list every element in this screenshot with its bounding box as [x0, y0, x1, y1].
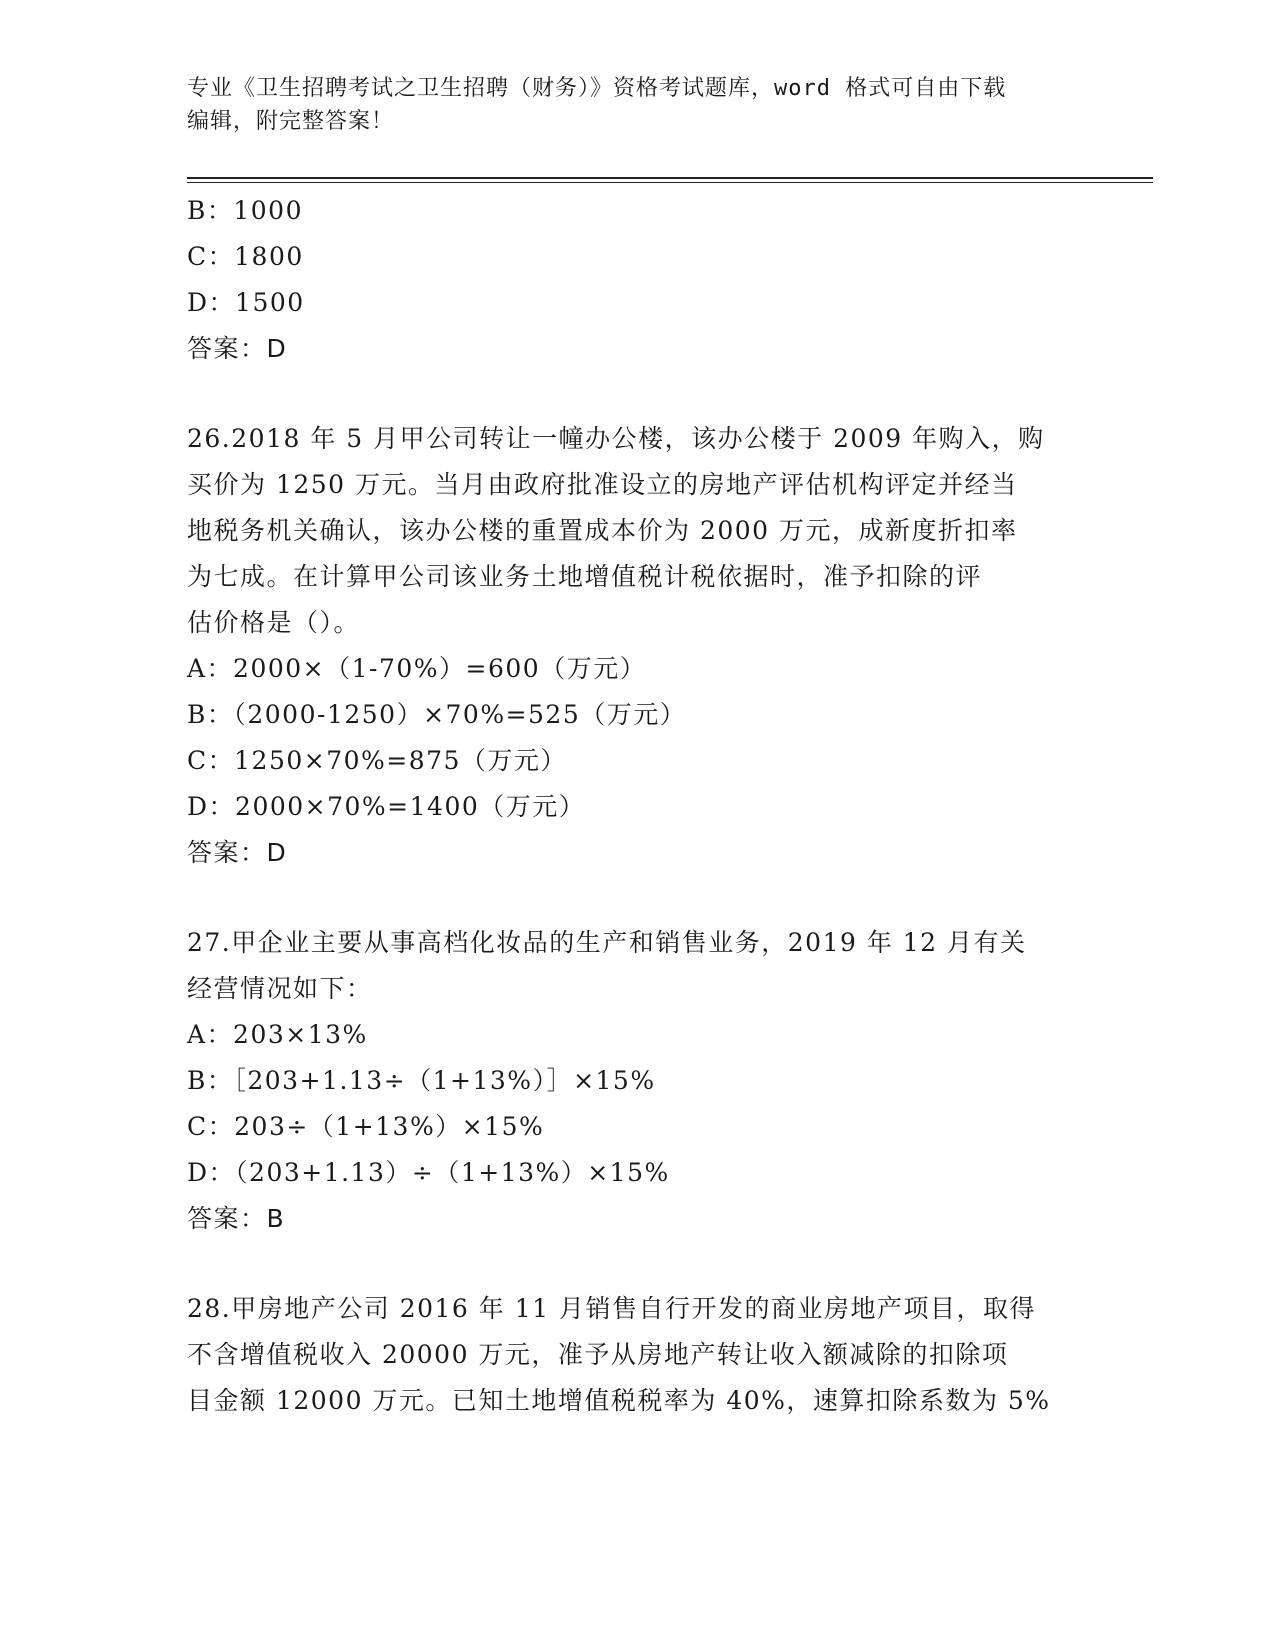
question-28 [187, 1286, 1087, 1424]
question-text-line: 买价为 1250 万元。当月由政府批准设立的房地产评估机构评定并经当 [187, 470, 1018, 499]
question-text-line: 不含增值税收入 20000 万元，准予从房地产转让收入额减除的扣除项 [187, 1340, 1009, 1369]
question-27 [187, 920, 1087, 1242]
question-text-line: 为七成。在计算甲公司该业务土地增值税计税依据时，准予扣除的评 [187, 562, 983, 591]
option-d: D：2000×70%=1400（万元） [187, 792, 586, 821]
question-text-line: 27.甲企业主要从事高档化妆品的生产和销售业务，2019 年 12 月有关 [187, 928, 1027, 957]
page-header [187, 72, 1087, 138]
option-c: C：1800 [187, 242, 304, 271]
question-text-line: 28.甲房地产公司 2016 年 11 月销售自行开发的商业房地产项目，取得 [187, 1294, 1036, 1323]
question-26 [187, 416, 1087, 876]
option-b: B：（2000-1250）×70%=525（万元） [187, 700, 687, 729]
option-b: B：［203+1.13÷（1+13%）］×15% [187, 1066, 656, 1095]
header-line-1: 专业《卫生招聘考试之卫生招聘（财务）》资格考试题库，word 格式可自由下载 [187, 76, 1007, 101]
question-text-line: 地税务机关确认，该办公楼的重置成本价为 2000 万元，成新度折扣率 [187, 516, 1018, 545]
option-a: A：2000×（1-70%）=600（万元） [187, 654, 647, 683]
question-text-line: 估价格是（）。 [187, 608, 361, 637]
question-text-line: 经营情况如下： [187, 974, 373, 1003]
answer-line: 答案：D [187, 838, 288, 867]
answer-line: 答案：D [187, 334, 288, 363]
option-c: C：1250×70%=875（万元） [187, 746, 567, 775]
header-divider-thick [187, 177, 1153, 179]
option-a: A：203×13% [187, 1020, 368, 1049]
question-text-line: 26.2018 年 5 月甲公司转让一幢办公楼，该办公楼于 2009 年购入，购 [187, 424, 1045, 453]
header-line-2: 编辑，附完整答案！ [187, 109, 395, 134]
option-c: C：203÷（1+13%）×15% [187, 1112, 545, 1141]
option-d: D：（203+1.13）÷（1+13%）×15% [187, 1158, 670, 1187]
question-25-tail [187, 188, 1087, 372]
option-d: D：1500 [187, 288, 305, 317]
answer-line: 答案：B [187, 1204, 286, 1233]
header-divider-thin [187, 182, 1153, 183]
option-b: B：1000 [187, 196, 303, 225]
question-text-line: 目金额 12000 万元。已知土地增值税税率为 40%，速算扣除系数为 5% [187, 1386, 1051, 1415]
document-body [187, 188, 1087, 1424]
